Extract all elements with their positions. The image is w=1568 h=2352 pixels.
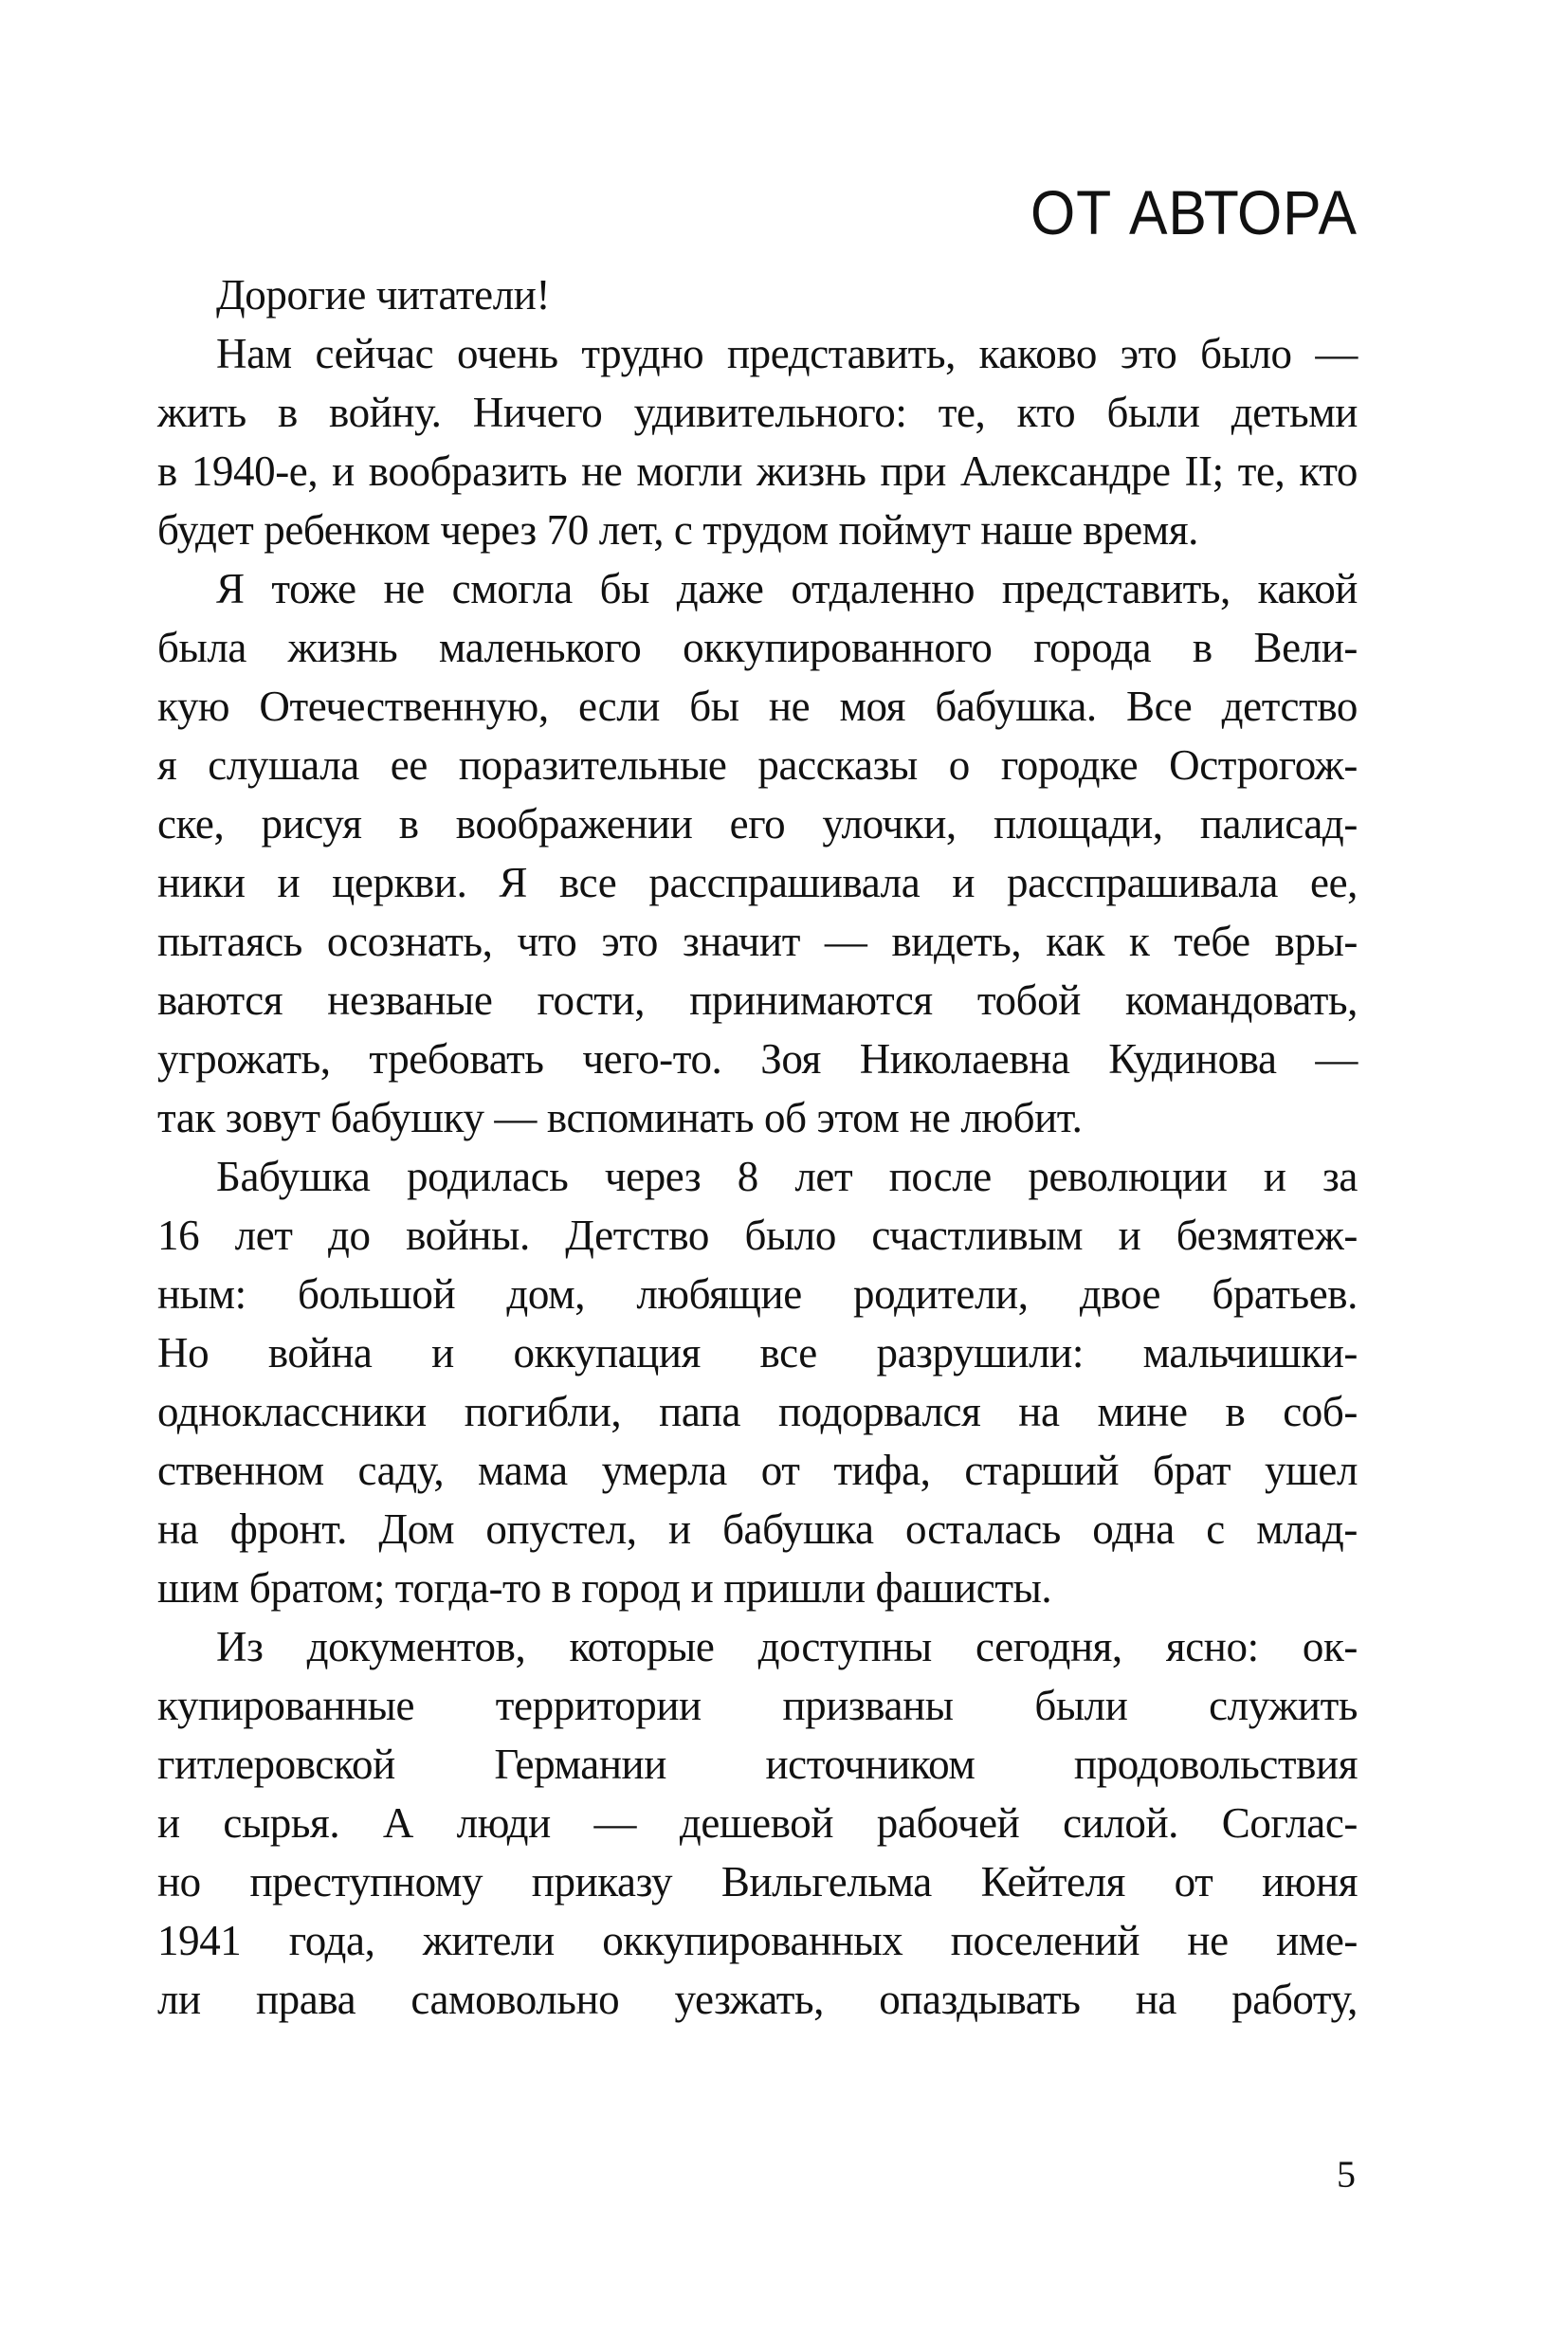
paragraph	[157, 265, 1358, 324]
text-line: ным: большой дом, любящие родители, двое братьев.	[157, 1270, 1358, 1318]
text-line: ваются незваные гости, принимаются тобой командовать,	[157, 976, 1358, 1024]
text-line: Из документов, которые доступны сегодня, ясно: ок-	[216, 1623, 1358, 1670]
text-line: 16 лет до войны. Детство было счастливым и безмятеж-	[157, 1212, 1358, 1259]
text-line: жить в войну. Ничего удивительного: те, кто были детьми	[157, 389, 1358, 436]
text-line: Но война и оккупация все разрушили: мальчишки-	[157, 1329, 1358, 1377]
paragraph	[157, 324, 1358, 559]
text-line: ники и церкви. Я все расспрашивала и расспрашивала ее,	[157, 859, 1358, 906]
text-line: купированные территории призваны были служить	[157, 1682, 1358, 1729]
text-line: Нам сейчас очень трудно представить, каково это было —	[216, 330, 1358, 377]
text-line: и сырья. А люди — дешевой рабочей силой. Соглас-	[157, 1799, 1358, 1847]
text-line: гитлеровской Германии источником продовольствия	[157, 1741, 1358, 1788]
page-number: 5	[1337, 2153, 1356, 2196]
text-line: одноклассники погибли, папа подорвался на мине в соб-	[157, 1388, 1358, 1435]
paragraph	[157, 1617, 1358, 2029]
text-line: Я тоже не смогла бы даже отдаленно представить, какой	[216, 565, 1358, 612]
text-line: но преступному приказу Вильгельма Кейтеля от июня	[157, 1858, 1358, 1905]
text-line: будет ребенком через 70 лет, с трудом поймут наше время.	[157, 506, 1199, 554]
paragraph	[157, 1147, 1358, 1617]
chapter-title: ОТ АВТОРА	[1030, 177, 1358, 247]
text-line: угрожать, требовать чего-то. Зоя Николаевна Кудинова —	[157, 1035, 1358, 1083]
text-line: была жизнь маленького оккупированного города в Вели-	[157, 624, 1358, 671]
text-line: в 1940-е, и вообразить не могли жизнь при Александре II; те, кто	[157, 447, 1358, 495]
text-line: ли права самовольно уезжать, опаздывать на работу,	[157, 1976, 1358, 2023]
body-text	[157, 265, 1358, 2029]
text-line: Бабушка родилась через 8 лет после революции и за	[216, 1153, 1358, 1200]
text-line: шим братом; тогда-то в город и пришли фашисты.	[157, 1564, 1052, 1612]
text-line: ске, рисуя в воображении его улочки, площади, палисад-	[157, 800, 1358, 848]
text-line: ственном саду, мама умерла от тифа, старший брат ушел	[157, 1447, 1358, 1494]
text-line: кую Отечественную, если бы не моя бабушка. Все детство	[157, 683, 1358, 730]
text-line: я слушала ее поразительные рассказы о городке Острогож-	[157, 741, 1358, 789]
text-line: пытаясь осознать, что это значит — видеть, как к тебе вры-	[157, 918, 1358, 965]
text-line: 1941 года, жители оккупированных поселений не име-	[157, 1917, 1358, 1964]
text-line: на фронт. Дом опустел, и бабушка осталась одна с млад-	[157, 1505, 1358, 1553]
paragraph	[157, 559, 1358, 1147]
text-line: Дорогие читатели!	[216, 271, 551, 319]
text-line: так зовут бабушку — вспоминать об этом не любит.	[157, 1094, 1083, 1141]
